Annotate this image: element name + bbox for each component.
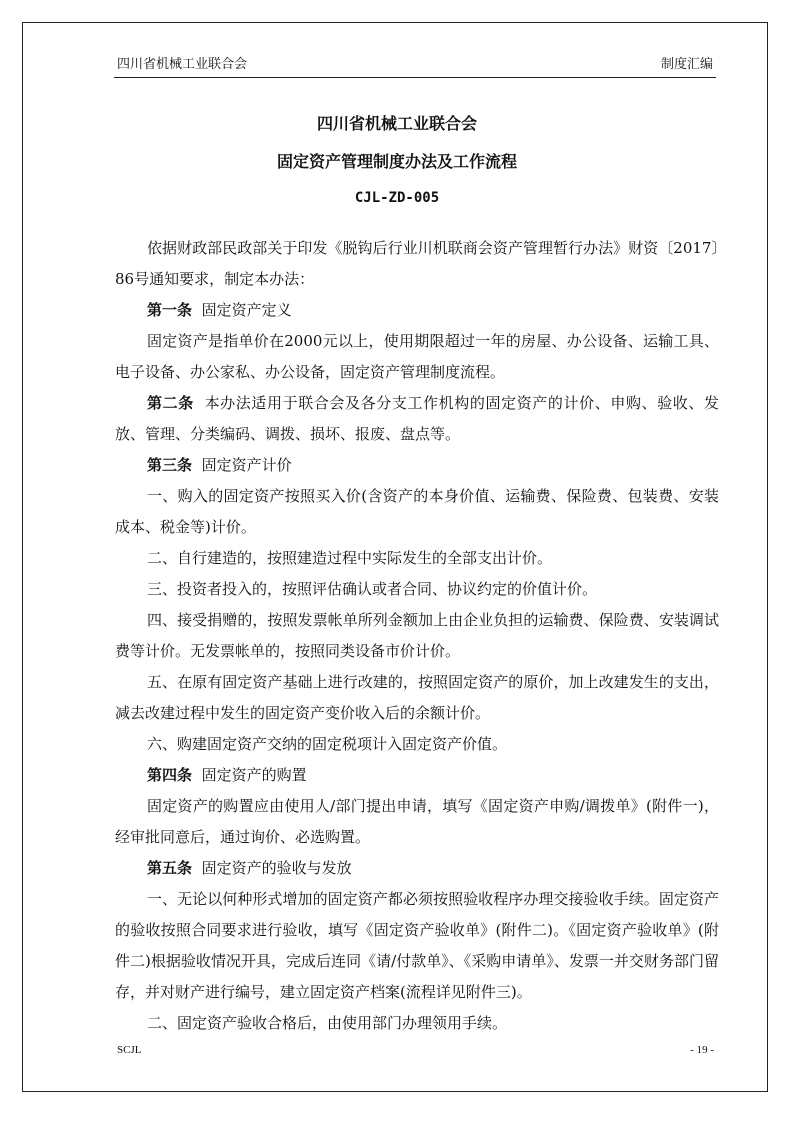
article-1-text: 固定资产是指单价在2000元以上，使用期限超过一年的房屋、办公设备、运输工具、电子设备、办公家私、办公设备，固定资产管理制度流程。	[115, 332, 719, 381]
article-5-item-2: 二、固定资产验收合格后，由使用部门办理领用手续。	[147, 1014, 508, 1032]
article-label: 第五条	[147, 859, 193, 877]
article-5-heading	[115, 853, 719, 884]
document-body	[115, 233, 719, 1039]
intro-paragraph: 依据财政部民政部关于印发《脱钩后行业川机联商会资产管理暂行办法》财资〔2017〕86号通知要求，制定本办法：	[115, 239, 719, 288]
article-3-item-1: 一、购入的固定资产按照买入价(含资产的本身价值、运输费、保险费、包装费、安装成本、税金等)计价。	[115, 487, 719, 536]
article-title: 固定资产的购置	[201, 766, 307, 784]
article-3-item-5: 五、在原有固定资产基础上进行改建的，按照固定资产的原价，加上改建发生的支出，减去改建过程中发生的固定资产变价收入后的余额计价。	[115, 673, 719, 722]
article-5-item-1: 一、无论以何种形式增加的固定资产都必须按照验收程序办理交接验收手续。固定资产的验收按照合同要求进行验收，填写《固定资产验收单》(附件二)。《固定资产验收单》(附件二)根据验收情况开具，完成后连同《请/付款单》、《采购申请单》、发票一并交财务部门留存，并对财产进行编号，建立固定资产档案(流程详见附件三)。	[115, 890, 719, 1001]
article-3-item-4: 四、接受捐赠的，按照发票帐单所列金额加上由企业负担的运输费、保险费、安装调试费等计价。无发票帐单的，按照同类设备市价计价。	[115, 611, 719, 660]
article-text: 本办法适用于联合会及各分支工作机构的固定资产的计价、申购、验收、发放、管理、分类编码、调拨、损坏、报废、盘点等。	[115, 394, 719, 443]
article-4-text: 固定资产的购置应由使用人/部门提出申请，填写《固定资产申购/调拨单》(附件一)，经审批同意后，通过询价、必选购置。	[115, 797, 719, 846]
article-3-item-6: 六、购建固定资产交纳的固定税项计入固定资产价值。	[147, 735, 508, 753]
article-3-heading	[115, 450, 719, 481]
article-label: 第四条	[147, 766, 193, 784]
article-3-item-2: 二、自行建造的，按照建造过程中实际发生的全部支出计价。	[147, 549, 553, 567]
article-label: 第二条	[147, 394, 194, 412]
header-collection: 制度汇编	[660, 57, 713, 72]
article-title: 固定资产的验收与发放	[201, 859, 352, 877]
article-title: 固定资产计价	[201, 456, 292, 474]
doc-org-title: 四川省机械工业联合会	[316, 114, 477, 133]
article-label: 第一条	[147, 301, 193, 319]
page-number: - 19 -	[690, 1044, 714, 1056]
article-4-heading	[115, 760, 719, 791]
footer-code: SCJL	[117, 1044, 142, 1056]
article-3-item-3: 三、投资者投入的，按照评估确认或者合同、协议约定的价值计价。	[147, 580, 598, 598]
header-org: 四川省机械工业联合会	[117, 57, 248, 72]
doc-code: CJL-ZD-005	[354, 190, 440, 206]
header-rule	[114, 77, 716, 78]
article-title: 固定资产定义	[201, 301, 292, 319]
article-1-heading	[115, 295, 719, 326]
article-label: 第三条	[147, 456, 193, 474]
article-2	[115, 388, 719, 450]
doc-title: 固定资产管理制度办法及工作流程	[276, 152, 517, 171]
